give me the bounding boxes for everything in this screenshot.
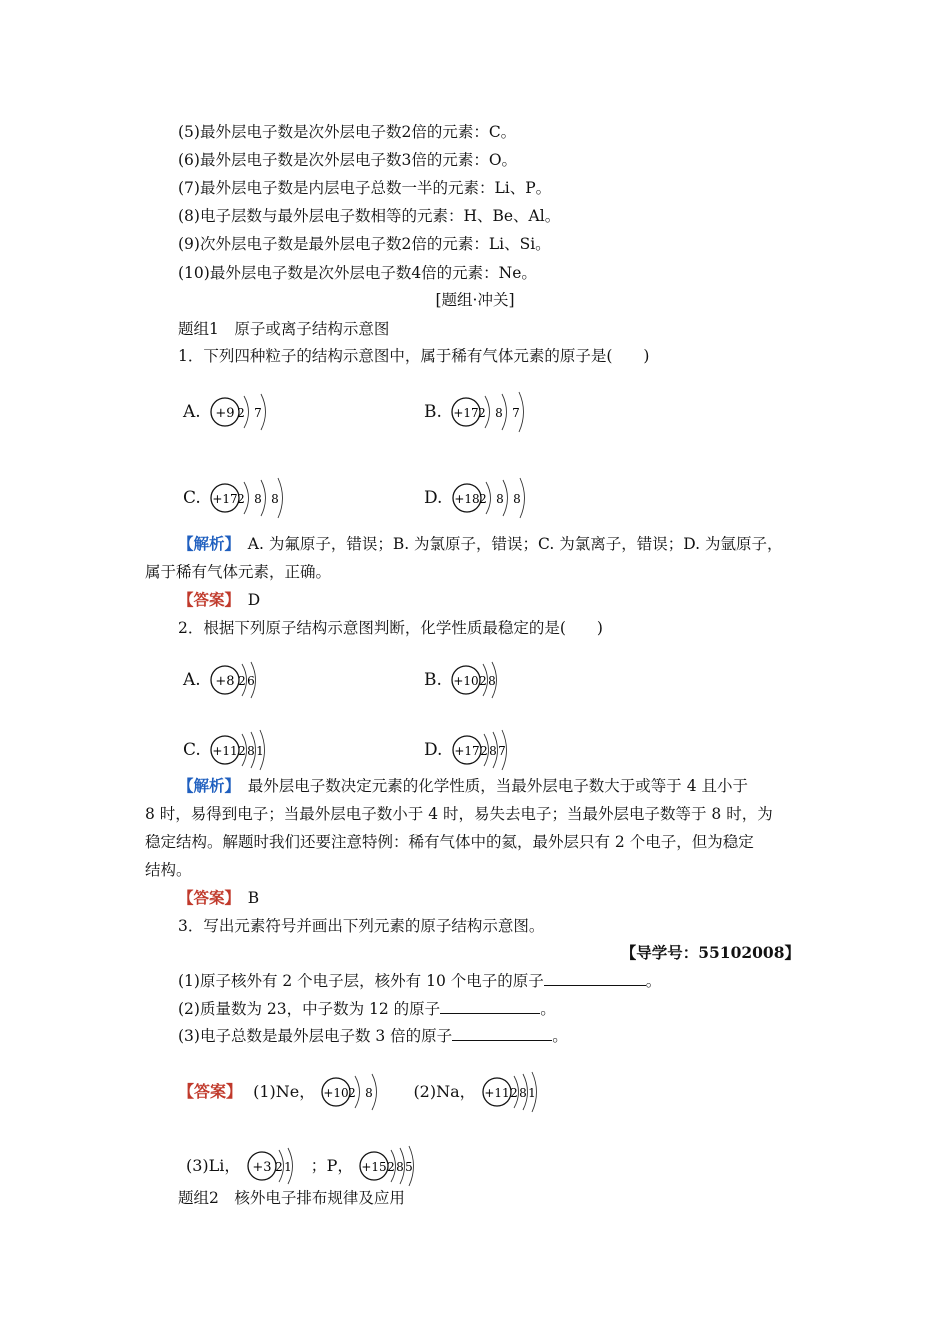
answer-tag: 【答案】 (178, 1082, 243, 1101)
rule-7: (7)最外层电子数是内层电子总数一半的元素：Li、P。 (178, 179, 552, 197)
shell-electron-count: 1 (283, 1160, 292, 1174)
sub-text: (1)原子核外有 2 个电子层，核外有 10 个电子的原子 (178, 972, 544, 990)
q3-answer-row2 (186, 1144, 427, 1188)
option-label: B. (424, 670, 442, 690)
answer-tag: 【答案】 (178, 888, 233, 907)
shell-electron-count: 2 (348, 1086, 357, 1100)
shell-electron-count: 2 (478, 406, 487, 420)
q3-sub3 (178, 1025, 568, 1047)
q2-option-a (183, 658, 269, 702)
option-label: A. (183, 402, 201, 422)
shell-electron-count: 2 (387, 1160, 396, 1174)
shell-electron-count: 2 (237, 406, 245, 420)
analysis-text: A. 为氟原子，错误；B. 为氯原子，错误；C. 为氯离子，错误；D. 为氩原子， (232, 535, 783, 553)
atom-diagram (358, 1144, 427, 1188)
section-header: [题组·冲关] (435, 291, 515, 309)
shell-electron-count: 8 (495, 406, 504, 420)
answer-blank[interactable] (544, 971, 646, 986)
shell-electron-count: 2 (479, 674, 488, 688)
atom-diagram (209, 658, 269, 702)
q2-analysis-line2: 8 时，易得到电子；当最外层电子数小于 4 时，易失去电子；当最外层电子数等于 8 时，为 (145, 805, 773, 823)
atom-diagram (481, 1070, 550, 1114)
shell-electron-count: 2 (237, 492, 246, 506)
q3-sub1 (178, 970, 661, 992)
shell-electron-count: 8 (247, 744, 256, 758)
ans2-prefix: (2)Na， (413, 1082, 476, 1101)
q3-sub2 (178, 998, 556, 1020)
q3-stem: 3．写出元素符号并画出下列元素的原子结构示意图。 (178, 917, 545, 935)
atom-diagram (209, 390, 287, 434)
atom-diagram (451, 728, 520, 772)
nucleus-charge: +18 (454, 492, 480, 506)
answer-blank[interactable] (452, 1026, 552, 1041)
answer-tag: 【答案】 (178, 590, 233, 609)
shell-electron-count: 2 (479, 492, 487, 506)
shell-electron-count: 8 (518, 1086, 527, 1100)
shell-electron-count: 7 (512, 406, 521, 420)
atom-diagram (450, 390, 545, 434)
shell-electron-count: 8 (489, 744, 497, 758)
q1-analysis-line1 (178, 533, 782, 555)
rule-6: (6)最外层电子数是次外层电子数3倍的元素：O。 (178, 151, 518, 169)
q1-option-a (183, 390, 287, 434)
option-label: D. (424, 488, 443, 508)
shell-electron-count: 8 (254, 492, 263, 506)
shell-electron-count: 8 (396, 1160, 405, 1174)
shell-electron-count: 2 (274, 1160, 283, 1174)
shell-electron-count: 7 (498, 744, 506, 758)
q1-option-b (424, 390, 545, 434)
nucleus-charge: +17 (212, 492, 238, 506)
atom-diagram (209, 728, 278, 772)
group2-title: 题组2 核外电子排布规律及应用 (178, 1189, 405, 1207)
nucleus-charge: +11 (484, 1086, 510, 1100)
nucleus-charge: +8 (215, 674, 235, 689)
shell-electron-count: 1 (256, 744, 265, 758)
shell-electron-count: 6 (247, 674, 255, 688)
q1-analysis-line2: 属于稀有气体元素，正确。 (145, 563, 332, 581)
sub-text: (3)电子总数是最外层电子数 3 倍的原子 (178, 1027, 453, 1045)
nucleus-charge: +3 (251, 1160, 272, 1175)
atom-diagram (320, 1070, 398, 1114)
shell-electron-count: 2 (480, 744, 488, 758)
q2-option-b (424, 658, 510, 702)
shell-electron-count: 8 (271, 492, 280, 506)
nucleus-charge: +10 (323, 1086, 350, 1100)
rule-8: (8)电子层数与最外层电子数相等的元素：H、Be、Al。 (178, 207, 561, 225)
nucleus-charge: +11 (212, 744, 238, 758)
q2-stem: 2．根据下列原子结构示意图判断，化学性质最稳定的是( ) (178, 619, 603, 637)
answer-value: B (232, 889, 260, 907)
q2-analysis-line4: 结构。 (145, 861, 192, 879)
atom-diagram (451, 476, 546, 520)
nucleus-charge: +10 (453, 674, 479, 688)
shell-electron-count: 2 (509, 1086, 518, 1100)
period: 。 (540, 1000, 556, 1018)
q2-analysis-line1 (178, 775, 748, 797)
rule-9: (9)次外层电子数是最外层电子数2倍的元素：Li、Si。 (178, 235, 551, 253)
q2-answer (178, 887, 259, 909)
period: 。 (645, 972, 662, 990)
rule-5: (5)最外层电子数是次外层电子数2倍的元素：C。 (178, 123, 517, 141)
shell-electron-count: 8 (496, 492, 504, 506)
atom-diagram (246, 1144, 306, 1188)
ans1-prefix: (1)Ne， (253, 1082, 316, 1101)
atom-diagram (209, 476, 304, 520)
nucleus-charge: +9 (215, 406, 235, 421)
period: 。 (552, 1027, 568, 1045)
option-label: A. (183, 670, 201, 690)
nucleus-charge: +15 (361, 1160, 388, 1174)
answer-value: D (232, 591, 261, 609)
q2-option-d (424, 728, 520, 772)
analysis-text: 最外层电子数决定元素的化学性质，当最外层电子数大于或等于 4 且小于 (232, 777, 748, 795)
q1-stem: 1．下列四种粒子的结构示意图中，属于稀有气体元素的原子是( ) (178, 347, 650, 365)
q1-option-c (183, 476, 304, 520)
q2-analysis-line3: 稳定结构。解题时我们还要注意特例：稀有气体中的氦，最外层只有 2 个电子，但为稳定 (145, 833, 754, 851)
q1-answer (178, 589, 260, 611)
rule-10: (10)最外层电子数是次外层电子数4倍的元素：Ne。 (178, 264, 537, 282)
analysis-tag: 【解析】 (178, 534, 233, 553)
q1-option-d (424, 476, 546, 520)
option-label: C. (183, 740, 201, 760)
shell-electron-count: 1 (527, 1086, 536, 1100)
group1-title: 题组1 原子或离子结构示意图 (178, 320, 390, 338)
nucleus-charge: +17 (454, 744, 480, 758)
option-label: D. (424, 740, 443, 760)
sub-text: (2)质量数为 23，中子数为 12 的原子 (178, 1000, 441, 1018)
answer-blank[interactable] (440, 999, 540, 1014)
shell-electron-count: 8 (513, 492, 521, 506)
guide-number: 【导学号：55102008】 (620, 943, 800, 962)
option-label: C. (183, 488, 201, 508)
q2-option-c (183, 728, 278, 772)
shell-electron-count: 2 (238, 744, 247, 758)
shell-electron-count: 7 (254, 406, 262, 420)
shell-electron-count: 8 (365, 1086, 374, 1100)
option-label: B. (424, 402, 442, 422)
shell-electron-count: 8 (488, 674, 497, 688)
ans3-prefix: (3)Li， (186, 1156, 241, 1175)
analysis-tag: 【解析】 (178, 776, 233, 795)
nucleus-charge: +17 (453, 406, 479, 420)
ans3-separator: ；P， (310, 1156, 354, 1175)
shell-electron-count: 5 (405, 1160, 414, 1174)
q3-answer-row1 (178, 1070, 550, 1114)
atom-diagram (450, 658, 510, 702)
shell-electron-count: 2 (238, 674, 246, 688)
